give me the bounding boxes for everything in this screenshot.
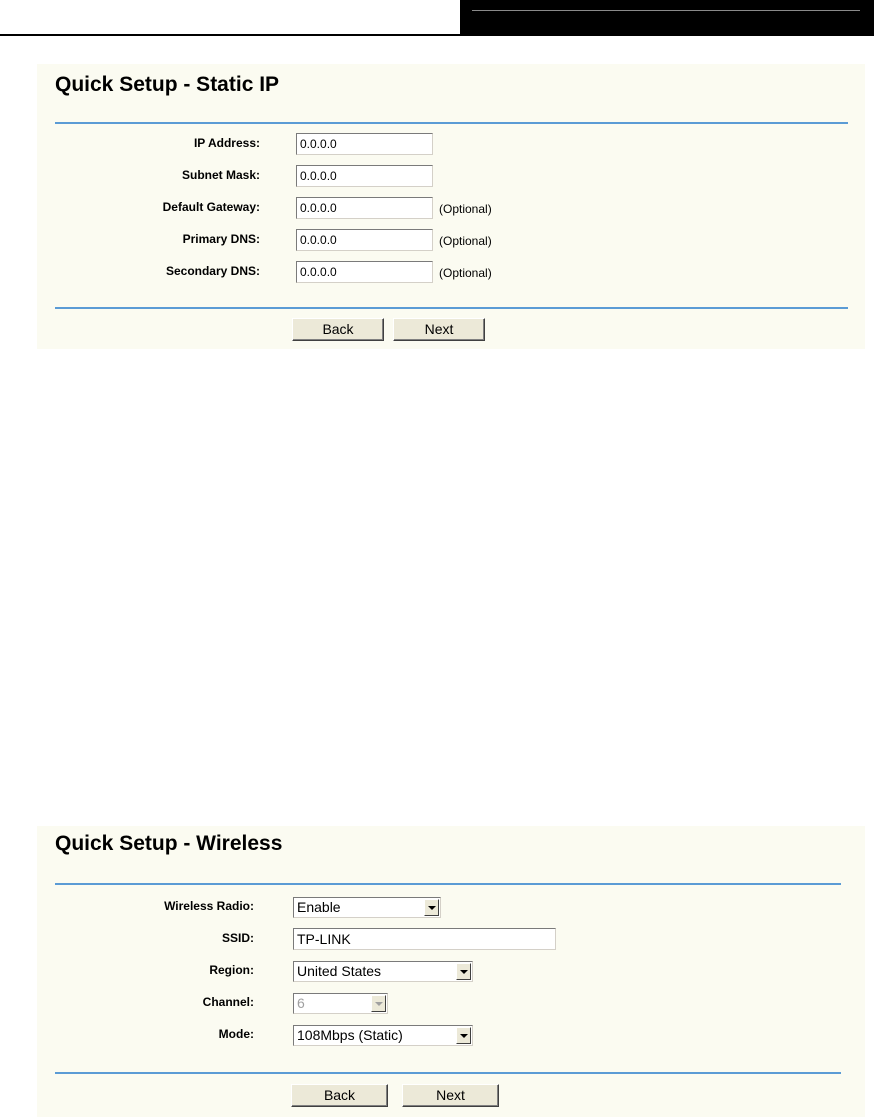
wireless-radio-select[interactable] <box>293 897 441 918</box>
region-select[interactable] <box>293 961 473 982</box>
channel-label: Channel: <box>202 995 254 1009</box>
chevron-down-icon[interactable] <box>424 899 439 916</box>
default-gateway-label: Default Gateway: <box>162 200 260 214</box>
ssid-label: SSID: <box>221 931 254 945</box>
primary-dns-input[interactable]: 0.0.0.0 <box>296 229 433 251</box>
region-label: Region: <box>209 963 254 977</box>
wireless-top-rule <box>55 883 841 885</box>
channel-value: 6 <box>297 995 305 1011</box>
secondary-dns-label: Secondary DNS: <box>165 264 260 278</box>
primary-dns-label: Primary DNS: <box>182 232 260 246</box>
static-ip-bottom-rule <box>55 307 848 309</box>
mode-label: Mode: <box>218 1027 254 1041</box>
header-inner-line <box>472 10 860 11</box>
secondary-dns-input[interactable]: 0.0.0.0 <box>296 261 433 283</box>
mode-select[interactable] <box>293 1025 473 1046</box>
default-gateway-input[interactable]: 0.0.0.0 <box>296 197 433 219</box>
wireless-radio-label: Wireless Radio: <box>164 899 254 913</box>
channel-select <box>293 993 388 1014</box>
ip-address-input[interactable]: 0.0.0.0 <box>296 133 433 155</box>
wireless-next-button[interactable]: Next <box>402 1084 499 1107</box>
wireless-title: Quick Setup - Wireless <box>55 832 283 855</box>
subnet-mask-input[interactable]: 0.0.0.0 <box>296 165 433 187</box>
chevron-down-icon <box>371 995 386 1012</box>
static-ip-title: Quick Setup - Static IP <box>55 73 280 96</box>
header-black-bar <box>460 0 874 36</box>
default-gateway-optional-note: (Optional) <box>439 202 492 216</box>
static-ip-back-button[interactable]: Back <box>292 318 384 341</box>
wireless-back-button[interactable]: Back <box>291 1084 388 1107</box>
region-value: United States <box>297 963 382 979</box>
static-ip-top-rule <box>55 122 848 124</box>
wireless-radio-value: Enable <box>297 899 341 915</box>
chevron-down-icon[interactable] <box>456 1027 471 1044</box>
secondary-dns-optional-note: (Optional) <box>439 266 492 280</box>
mode-value: 108Mbps (Static) <box>297 1027 403 1043</box>
static-ip-next-button[interactable]: Next <box>393 318 485 341</box>
chevron-down-icon[interactable] <box>456 963 471 980</box>
subnet-mask-label: Subnet Mask: <box>181 168 260 182</box>
ip-address-label: IP Address: <box>193 136 260 150</box>
wireless-bottom-rule <box>55 1072 841 1074</box>
primary-dns-optional-note: (Optional) <box>439 234 492 248</box>
ssid-input[interactable]: TP-LINK <box>293 928 556 950</box>
